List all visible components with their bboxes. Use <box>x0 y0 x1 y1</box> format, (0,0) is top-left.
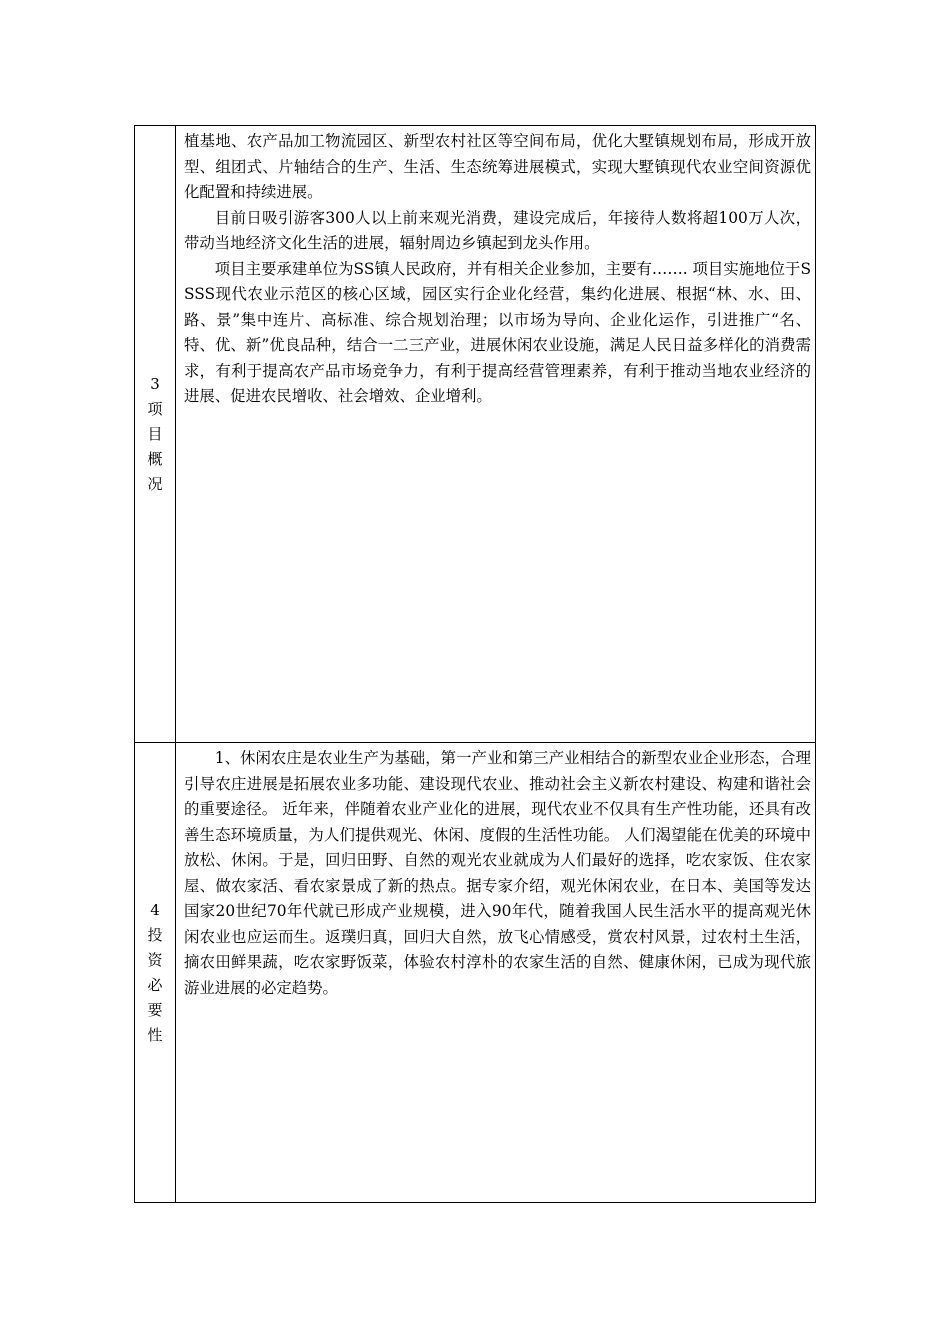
section-label-char: 概 <box>147 449 163 468</box>
section-row-overview <box>135 126 816 743</box>
section-label-char: 投 <box>147 925 163 944</box>
section-content-cell <box>176 743 816 1203</box>
section-label-char: 必 <box>147 975 163 994</box>
section-label-char: 项 <box>147 399 163 418</box>
section-label-cell <box>135 743 176 1203</box>
paragraph: 植基地、农产品加工物流园区、新型农村社区等空间布局，优化大墅镇规划布局，形成开放型、组团式、片轴结合的生产、生活、生态统筹进展模式，实现大墅镇现代农业空间资源优化配置和持续进展。 <box>184 132 811 201</box>
section-number: 4 <box>150 900 160 919</box>
project-form-sheet <box>134 125 816 1203</box>
section-label-cell <box>135 126 176 743</box>
paragraph: 1、休闲农庄是农业生产为基础，第一产业和第三产业相结合的新型农业企业形态，合理引导农庄进展是拓展农业多功能、建设现代农业、推动社会主义新农村建设、构建和谐社会的重要途径。 近年来，伴随着农业产业化的进展，现代农业不仅具有生产性功能，还具有改善生态环境质量，为人们提供观光、休闲、度假的生活性功能。 人们渴望能在优美的环境中放松、休闲。于是，回归田野、自然的观光农业就成为人们最好的选择，吃农家饭、住农家屋、做农家活、看农家景成了新的热点。据专家介绍，观光休闲农业，在日本、美国等发达国家20世纪70年代就已形成产业规模，进入90年代，随着我国人民生活水平的提高观光休闲农业也应运而生。返璞归真，回归大自然，放飞心情感受，赏农村风景，过农村土生活，摘农田鲜果蔬，吃农家野饭菜，体验农村淳朴的农家生活的自然、健康休闲，已成为现代旅游业进展的必定趋势。 <box>184 749 811 997</box>
section-label-char: 资 <box>147 950 163 969</box>
section-number: 3 <box>150 374 160 393</box>
paragraph: 项目主要承建单位为SS镇人民政府，并有相关企业参加，主要有……. 项目实施地位于SSSS现代农业示范区的核心区域，园区实行企业化经营，集约化进展、根据“林、水、田、路、景”集中连片、高标准、综合规划治理；以市场为导向、企业化运作，引进推广“名、特、优、新”优良品种，结合一二三产业，进展休闲农业设施，满足人民日益多样化的消费需求，有利于提高农产品市场竞争力，有利于提高经营管理素养，有利于推动当地农业经济的进展、促进农民增收、社会增效、企业增利。 <box>184 259 811 405</box>
section-row-necessity <box>135 743 816 1203</box>
section-label-char: 目 <box>147 424 163 443</box>
section-content-cell <box>176 126 816 743</box>
project-form-table <box>134 125 816 1203</box>
section-label-char: 性 <box>147 1025 163 1044</box>
section-label-char: 要 <box>147 1000 163 1019</box>
section-label <box>135 372 175 497</box>
section-label-char: 况 <box>147 474 163 493</box>
section-label <box>135 898 175 1048</box>
paragraph: 目前日吸引游客300人以上前来观光消费，建设完成后，年接待人数将超100万人次，带动当地经济文化生活的进展，辐射周边乡镇起到龙头作用。 <box>184 208 811 252</box>
